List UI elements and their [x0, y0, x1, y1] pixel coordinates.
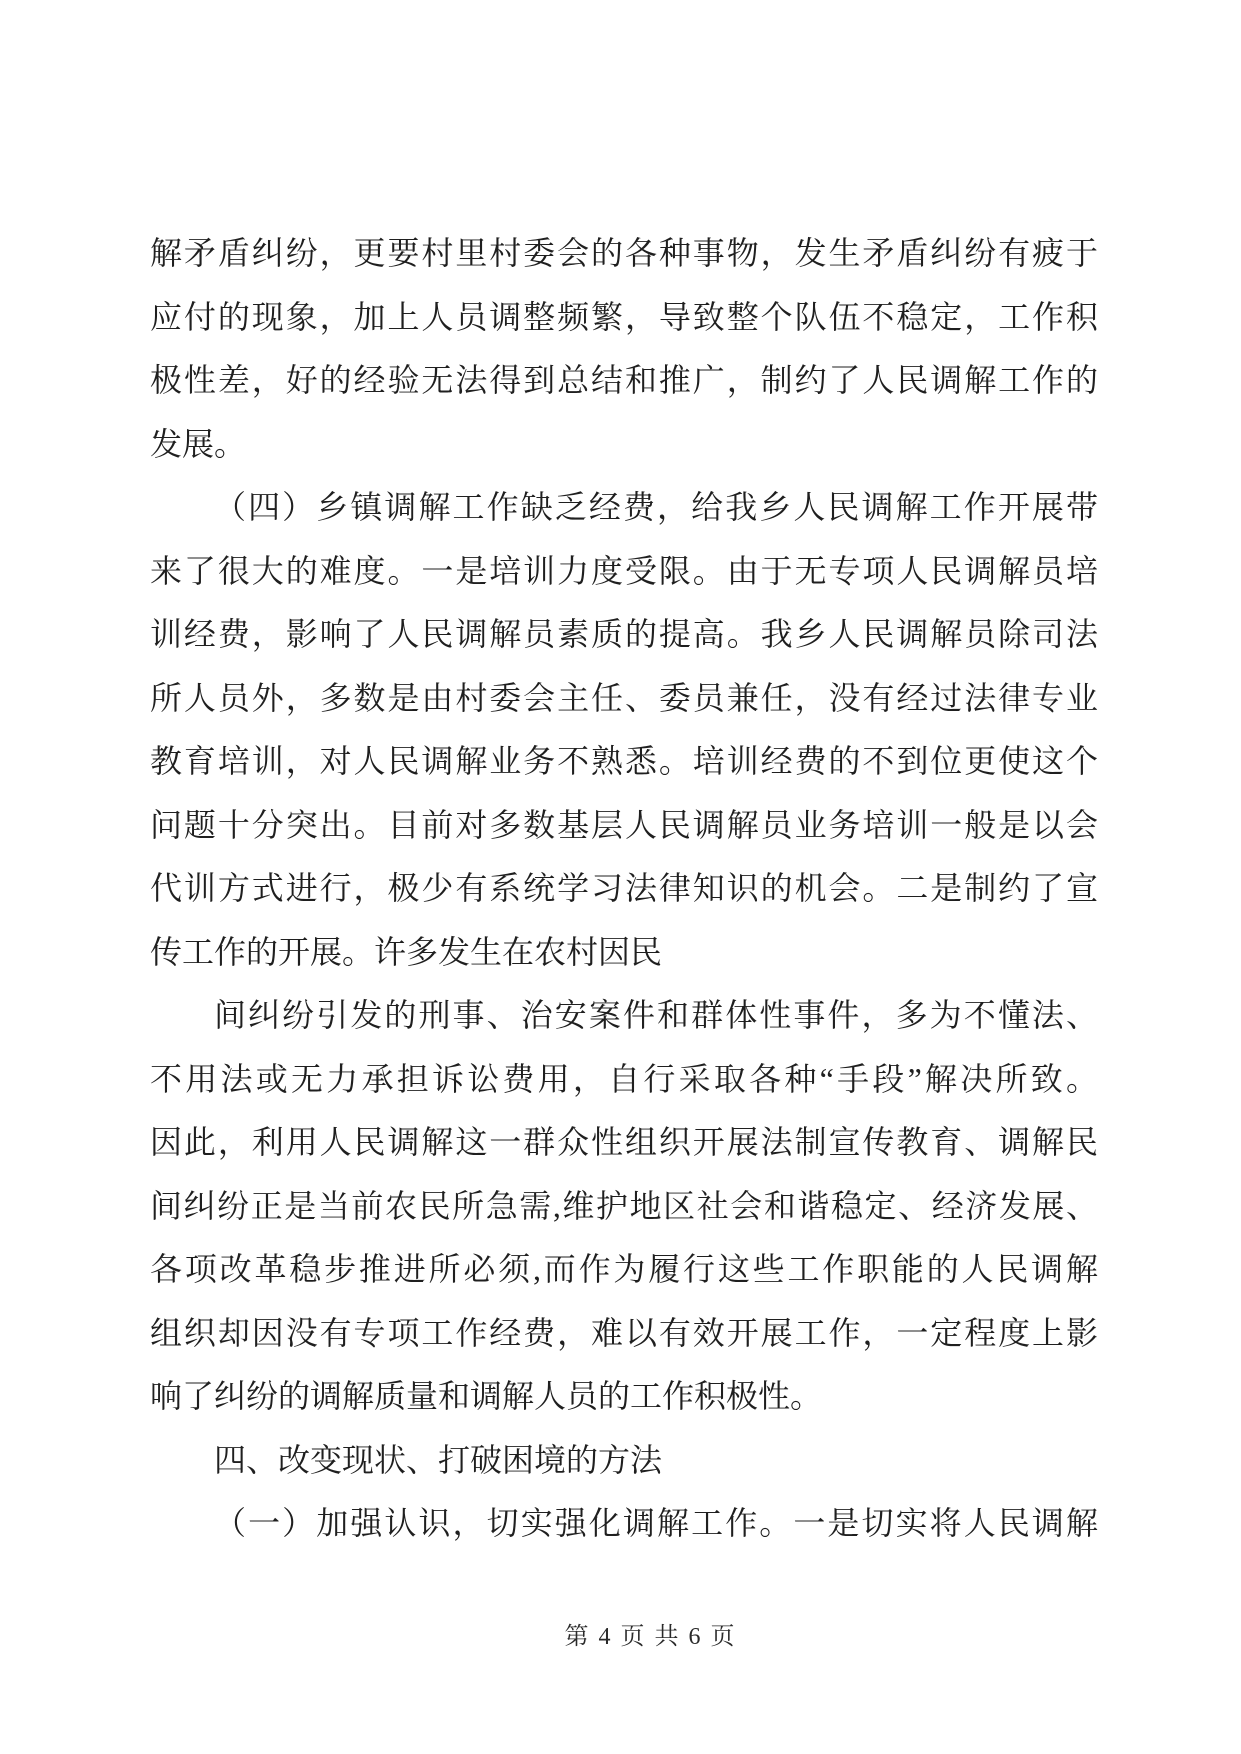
page-footer	[0, 1620, 1241, 1654]
body-line: 传工作的开展。许多发生在农村因民	[150, 933, 663, 970]
body-line: 发展。	[150, 425, 247, 462]
body-line: 各项改革稳步推进所必须,而作为履行这些工作职能的人民调解	[150, 1251, 1098, 1287]
body-line: 因此，利用人民调解这一群众性组织开展法制宣传教育、调解民	[150, 1124, 1098, 1160]
body-line-section-heading: 四、改变现状、打破困境的方法	[214, 1441, 663, 1478]
body-line: 代训方式进行，极少有系统学习法律知识的机会。二是制约了宣	[150, 870, 1098, 906]
body-line: 所人员外，多数是由村委会主任、委员兼任，没有经过法律专业	[150, 679, 1098, 716]
body-line: 训经费，影响了人民调解员素质的提高。我乡人民调解员除司法	[150, 616, 1098, 652]
body-line-paragraph-start: 间纠纷引发的刑事、治安案件和群体性事件，多为不懂法、	[214, 997, 1098, 1033]
page-number-label: 第 4 页 共 6 页	[564, 1624, 737, 1650]
body-line: 来了很大的难度。一是培训力度受限。由于无专项人民调解员培	[150, 552, 1098, 589]
body-line: 解矛盾纠纷，更要村里村委会的各种事物，发生矛盾纠纷有疲于	[150, 235, 1098, 271]
body-line: 组织却因没有专项工作经费，难以有效开展工作，一定程度上影	[150, 1314, 1098, 1351]
body-line: 问题十分突出。目前对多数基层人民调解员业务培训一般是以会	[150, 806, 1098, 843]
body-line: 应付的现象，加上人员调整频繁，导致整个队伍不稳定，工作积	[150, 298, 1098, 335]
body-line: 不用法或无力承担诉讼费用，自行采取各种“手段”解决所致。	[150, 1060, 1098, 1097]
body-line-paragraph-start: （一）加强认识，切实强化调解工作。一是切实将人民调解	[214, 1505, 1098, 1541]
body-line: 间纠纷正是当前农民所急需,维护地区社会和谐稳定、经济发展、	[150, 1187, 1098, 1224]
body-line: 响了纠纷的调解质量和调解人员的工作积极性。	[150, 1378, 823, 1414]
body-line-paragraph-start: （四）乡镇调解工作缺乏经费，给我乡人民调解工作开展带	[214, 489, 1098, 525]
body-line: 极性差，好的经验无法得到总结和推广，制约了人民调解工作的	[150, 362, 1098, 398]
body-line: 教育培训，对人民调解业务不熟悉。培训经费的不到位更使这个	[150, 743, 1098, 779]
document-body	[150, 222, 1098, 1556]
